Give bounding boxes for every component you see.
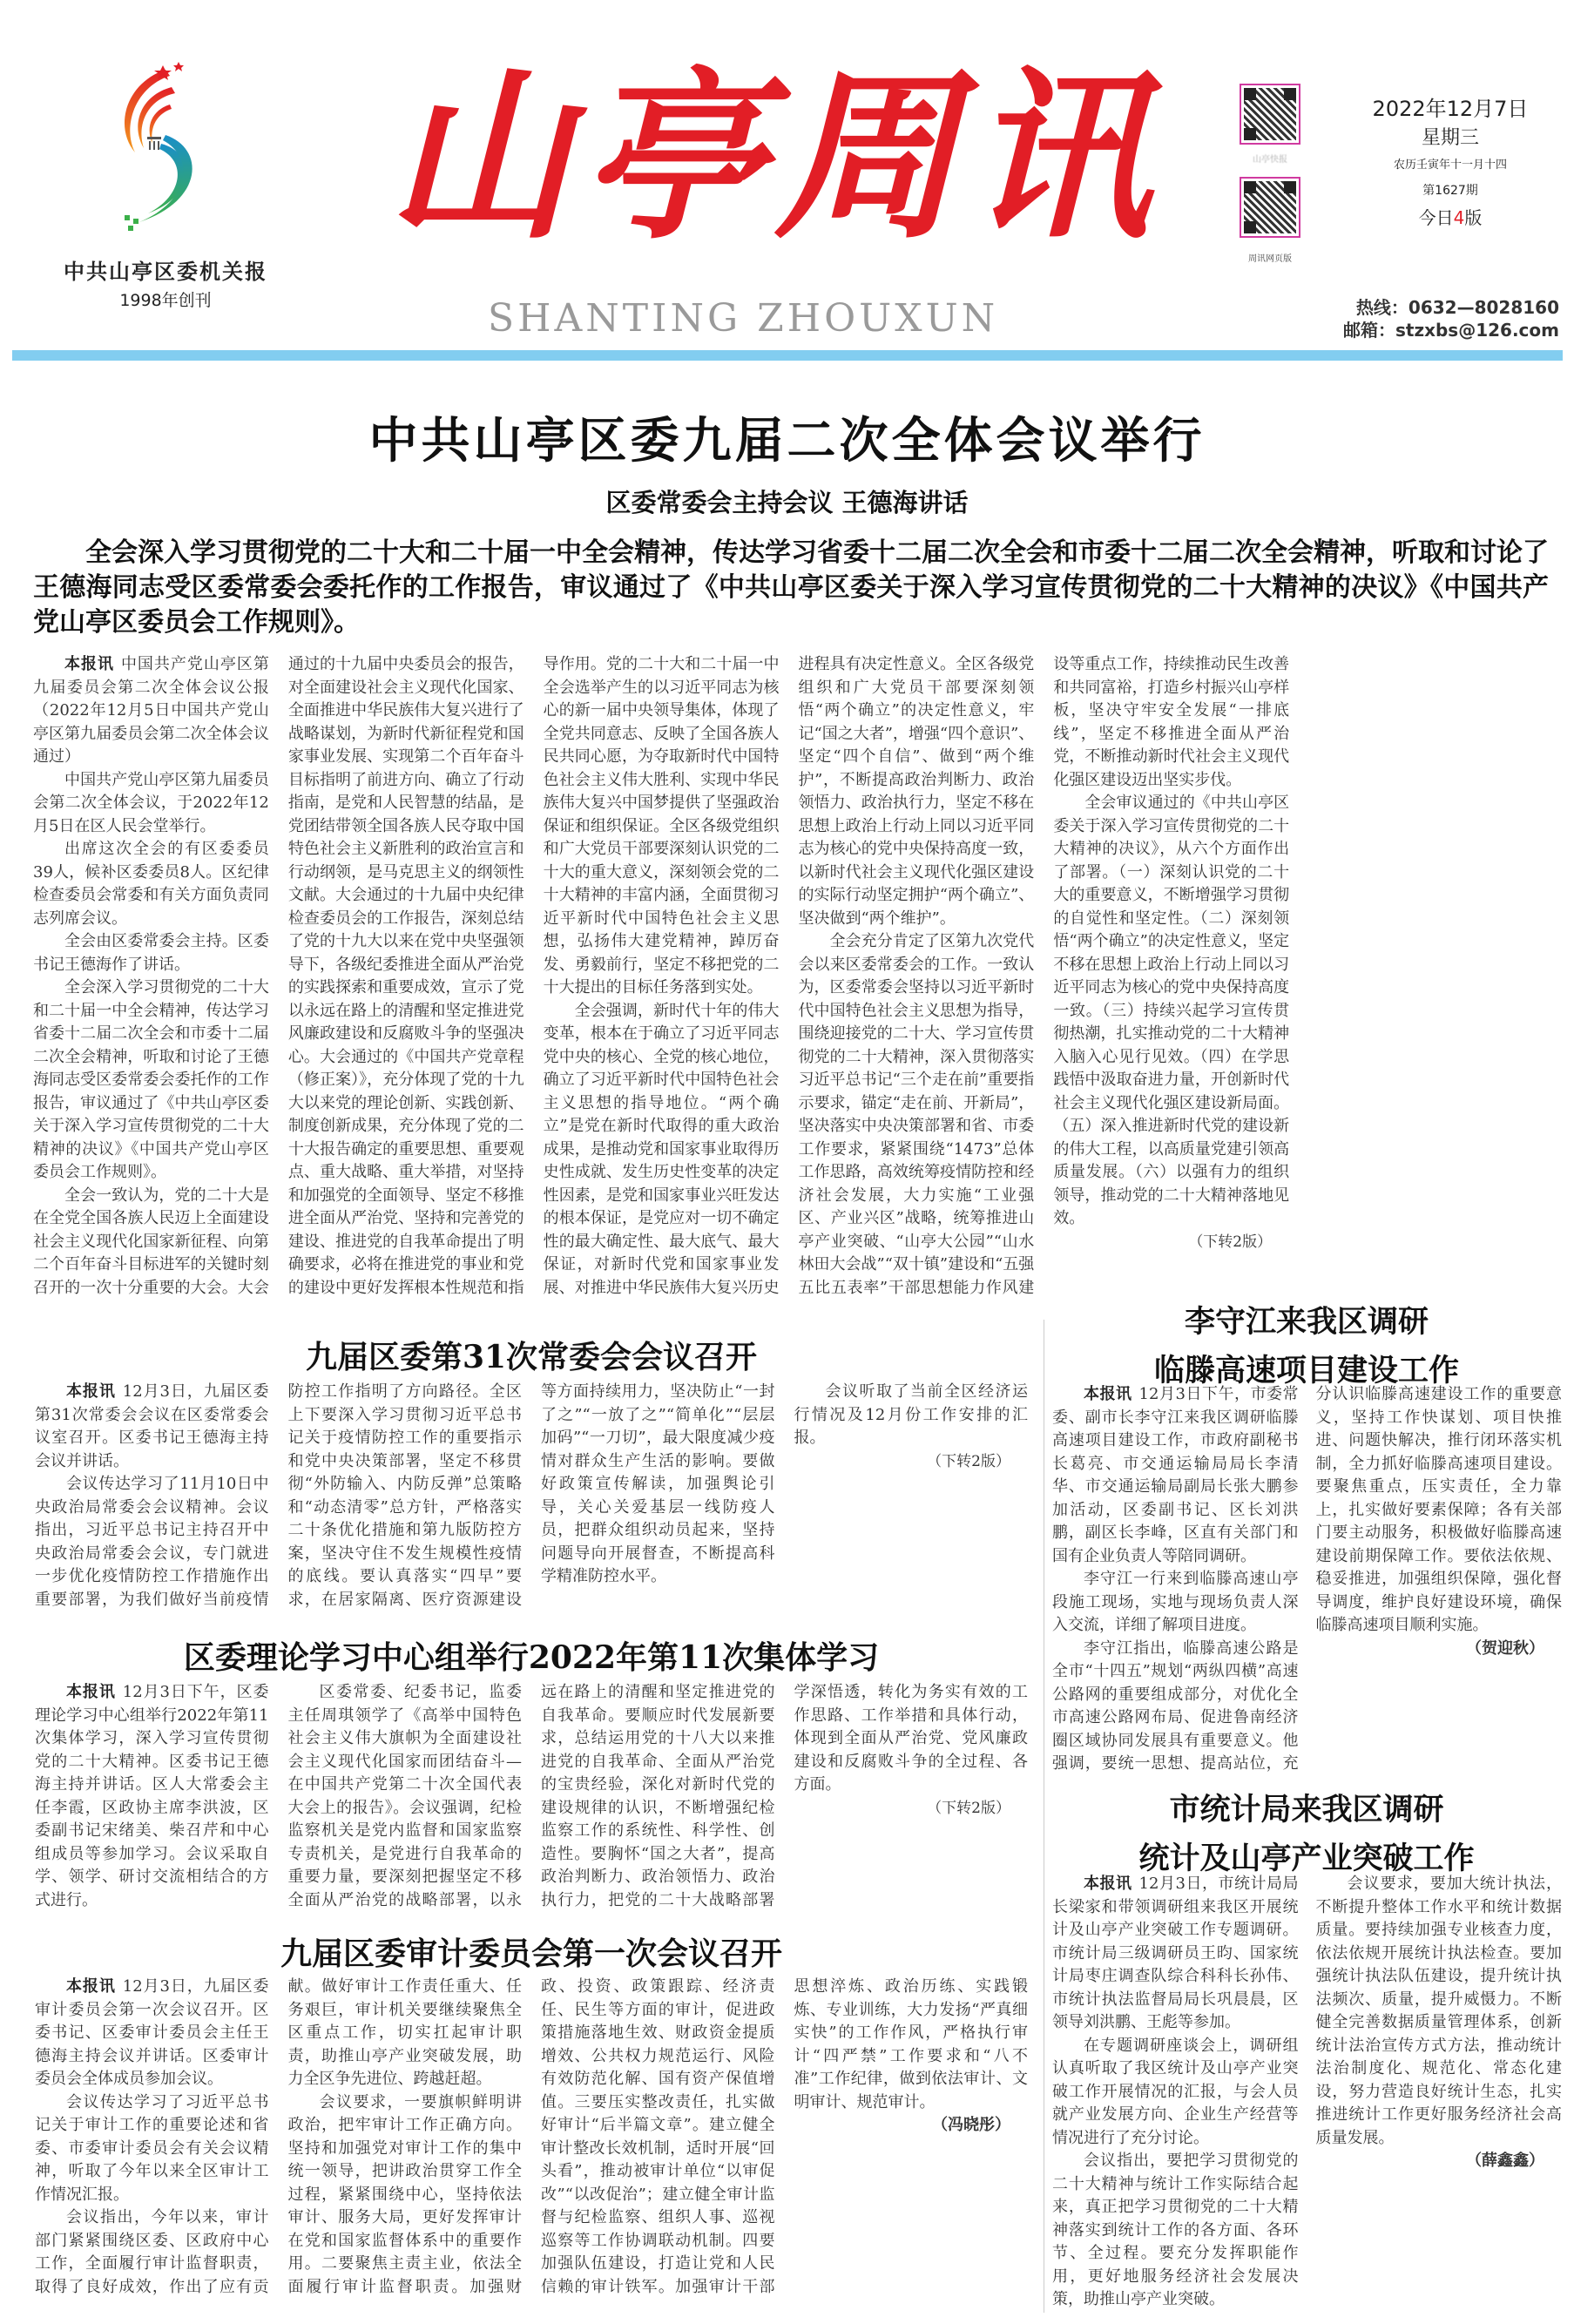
article-paragraph: 李守江指出，临滕高速公路是全市“十四五”规划“两纵四横”高速公路网的重要组成部分，对优化全市高速公路网布局、促进鲁南经济圈区域协同发展具有重要意义。他强调，要统一思想、提高站位，充分认识临滕高速建设工作的重要意义，坚持工作快谋划、项目快推进、问题快解决，推行闭环落实机制，全力抓好临滕高速项目建设。要聚焦重点，压实责任，全力靠上，扎实做好要素保障；各有关部门要主动服务，积极做好临滕高速建设前期保障工作。要依法依规、稳妥推进，加强组织保障，强化督导调度，维护良好建设环境，确保临滕高速项目顺利实施。 bbox=[1052, 1385, 1562, 1773]
qr-code-web[interactable] bbox=[1240, 177, 1300, 238]
lead-paragraph: 全会深入学习贯彻党的二十大和二十届一中全会精神，传达学习省委十二届二次全会和市委十二届二次全会精神，听取和讨论了王德海同志受区委常委会委托作的工作报告，审议通过了《中共山亭区委关于深入学习宣传贯彻党的二十大精神的决议》《中国共产党山亭区委员会工作规则》。 bbox=[33, 978, 269, 1181]
article-title-li-shoujiang bbox=[1054, 1298, 1559, 1395]
article-paragraph: 会议指出，今年以来，审计部门紧紧围绕区委、区政府中心工作，全面履行审计监督职责，取得了良好成效，作出了应有贡献。做好审计工作责任重大、任务艰巨，审计机关要继续聚焦全区重点工作，切实扛起审计职责，助推山亭产业突破发展，助力全区争先进位、跨越赶超。 bbox=[35, 1977, 522, 2296]
contact-info bbox=[1307, 296, 1559, 341]
lead-summary: 全会深入学习贯彻党的二十大和二十届一中全会精神，传达学习省委十二届二次全会和市委十二届二次全会精神，听取和讨论了王德海同志受区委常委会委托作的工作报告，审议通过了《中共山亭区委关于深入学习宣传贯彻党的二十大精神的决议》《中国共产党山亭区委员会工作规则》。 bbox=[33, 537, 1549, 638]
qr-caption-web: 周讯网页版 bbox=[1248, 254, 1292, 264]
article-title-line: 李守江来我区调研 bbox=[1184, 1304, 1429, 1340]
article-paragraph: 会议传达学习了习近平总书记关于审计工作的重要论述和省委、市委审计委员会有关会议精神，听取了今年以来全区审计工作情况汇报。 bbox=[35, 2092, 269, 2204]
issue-lunar-date: 农历壬寅年十一月十四 bbox=[1393, 159, 1507, 172]
continued-link[interactable]: （下转2版） bbox=[1188, 1233, 1273, 1251]
newspaper-title-logo: 山亭周讯 bbox=[388, 49, 1162, 264]
page-count-suffix: 版 bbox=[1464, 207, 1483, 228]
article-title-line: 临滕高速项目建设工作 bbox=[1153, 1353, 1459, 1388]
newspaper-title-roman: SHANTING ZHOUXUN bbox=[488, 296, 999, 341]
issue-info bbox=[1346, 94, 1555, 232]
lead-paragraph: 中国共产党山亭区第九届委员会第二次全体会议，于2022年12月5日在区人民会堂举行。 bbox=[33, 770, 269, 835]
founded-label: 1998年创刊 bbox=[119, 291, 212, 310]
article-title-standing-committee: 九届区委第31次常委会会议召开 bbox=[305, 1339, 758, 1375]
lead-paragraph: 全会充分肯定了区第九次党代会以来区委常委会的工作。一致认为，区委常委会坚持以习近平新时代中国特色社会主义思想为指导，围绕迎接党的二十大、学习宣传贯彻党的二十大精神，深入贯彻落实习近平总书记“三个走在前”重要指示要求，锚定“走在前、开新局”，坚决落实中央决策部署和省、市委工作要求，紧紧围绕“1473”总体工作思路，高效统筹疫情防控和经济社会发展，大力实施“工业强区、产业兴区”战略，统筹推进山亭产业突破、“山亭大公园”“山水林田大会战”“双十镇”建设和“五强五比五表率”干部思想能力作风建设等重点工作，持续推动民生改善和共同富裕，打造乡村振兴山亭样板，坚决守牢安全发展“一排底线”，坚定不移推进全面从严治党，不断推动新时代社会主义现代化强区建设迈出坚实步伐。 bbox=[798, 655, 1290, 1297]
article-paragraph: 会议听取了当前全区经济运行情况及12月份工作安排的汇报。 bbox=[794, 1382, 1028, 1447]
masthead bbox=[0, 0, 1574, 359]
article-title-line: 统计及山亭产业突破工作 bbox=[1138, 1841, 1475, 1876]
organ-label: 中共山亭区委机关报 bbox=[64, 260, 267, 284]
article-paragraph: 会议传达学习了11月10日中央政治局常委会会议精神。会议指出，习近平总书记主持召开中央政治局常委会会议，专门就进一步优化疫情防控工作措施作出重要部署，为我们做好当前疫情防控工作指明了方向路径。全区上下要深入学习贯彻习近平总书记关于疫情防控工作的重要指示和党中央决策部署，坚定不移贯彻“外防输入、内防反弹”总策略和“动态清零”总方针，严格落实二十条优化措施和第九版防控方案，坚决守住不发生规模性疫情的底线。要认真落实“四早”要求，在居家隔离、医疗资源建设等方面持续用力，坚决防止“一封了之”“一放了之”“简单化”“层层加码”“一刀切”，最大限度减少疫情对群众生产生活的影响。要做好政策宣传解读，加强舆论引导，关心关爱基层一线防疫人员，把群众组织动员起来，坚持问题导向开展督查，不断提高科学精准防控水平。 bbox=[35, 1382, 775, 1609]
article-title-theory-study: 区委理论学习中心组举行2022年第11次集体学习 bbox=[183, 1639, 880, 1676]
continued-link[interactable]: （下转2版） bbox=[927, 1452, 1010, 1470]
lead-paragraph: 本报讯 中国共产党山亭区第九届委员会第二次全体会议公报（2022年12月5日中国共产党山亭区第九届委员会第二次全体会议通过） bbox=[33, 655, 269, 766]
article-title-line: 市统计局来我区调研 bbox=[1169, 1792, 1444, 1827]
lead-article-body bbox=[33, 653, 1544, 1311]
qr-caption-app: 山亭快报 bbox=[1253, 155, 1287, 165]
article-title-statistics-bureau bbox=[1054, 1786, 1559, 1883]
issue-number: 第1627期 bbox=[1422, 184, 1478, 198]
lead-subheadline: 区委常委会主持会议 王德海讲话 bbox=[605, 488, 969, 517]
dateline-tag: 本报讯 bbox=[66, 1683, 116, 1701]
article-body-li-shoujiang: 本报讯 12月3日下午，市委常委、副市长李守江来我区调研临滕高速项目建设工作，市政府副秘书长葛亮、市交通运输局局长李清华、市交通运输局副局长张大鹏参加活动，区委副书记、区长刘洪鹏，副区长李峰，区直有关部门和国有企业负责人等陪同调研。 李守江一行来到临滕高速山亭段施工现场，实地与现场负责人深入交流，详细了解项目进度。 李守江指出，临滕高速公路是全市“十四五”规划“两纵四横”高速公路网的重要组成部分，对优化全市高速公路网布局、促进鲁南经济圈区域协同发展具有重要意义。他强调，要统一思想、提高站位，充分认识临滕高速建设工作的重要意义，坚持工作快谋划、项目快推进、问题快解决，推行闭环落实机制，全力抓好临滕高速项目建设。要聚焦重点，压实责任，全力靠上，扎实做好要素保障；各有关部门要主动服务，积极做好临滕高速建设前期保障工作。要依法依规、稳妥推进，加强组织保障，强化督导调度，维护良好建设环境，确保临滕高速项目顺利实施。 （贺迎秋） bbox=[1052, 1383, 1562, 1784]
lead-headline: 中共山亭区委九届二次全体会议举行 bbox=[368, 413, 1206, 470]
dateline-tag: 本报讯 bbox=[1084, 1385, 1132, 1403]
page-count-prefix: 今日 bbox=[1418, 207, 1454, 228]
continued-link[interactable]: （下转2版） bbox=[927, 1799, 1010, 1817]
article-paragraph: 会议要求，一要旗帜鲜明讲政治，把牢审计工作正确方向。坚持和加强党对审计工作的集中统一领导，把讲政治贯穿工作全过程，紧紧围绕中心，坚持依法审计、服务大局，更好发挥审计在党和国家监督体系中的重要作用。二要聚焦主责主业，依法全面履行审计监督职责。加强财政、投资、政策跟踪、经济责任、民生等方面的审计，促进政策措施落地生效、财政资金提质增效、公共权力规范运行、风险有效防范化解、国有资产保值增值。三要压实整改责任，扎实做好审计“后半篇文章”。建立健全审计整改长效机制，适时开展“回头看”，推动被审计单位“以审促改”“以改促治”；建立健全审计监督与纪检监察、组织人事、巡视巡察等工作协调联动机制。四要加强队伍建设，打造让党和人民信赖的审计铁军。加强审计干部思想淬炼、政治历练、实践锻炼、专业训练，大力发扬“严真细实快”的工作作风，严格执行审计“四严禁”工作要求和“八不准”工作纪律，做到依法审计、文明审计、规范审计。 bbox=[287, 1977, 1028, 2296]
article-paragraph: 在专题调研座谈会上，调研组认真听取了我区统计及山亭产业突破工作开展情况的汇报，与会人员就产业发展方向、企业生产经营等情况进行了充分讨论。 bbox=[1052, 2036, 1299, 2147]
article-byline: （薛鑫鑫） bbox=[1466, 2152, 1544, 2170]
article-byline: （冯晓彤） bbox=[932, 2116, 1010, 2134]
lead-paragraph: 全会强调，新时代十年的伟大变革，根本在于确立了习近平同志党中央的核心、全党的核心地位，确立了习近平新时代中国特色社会主义思想的指导地位。“两个确立”是党在新时代取得的重大政治成果，是推动党和国家事业取得历史性成就、发生历史性变革的决定性因素，是党和国家事业兴旺发达的根本保证，是党应对一切不确定性的最大确定性、最大底气、最大保证，对新时代党和国家事业发展、对推进中华民族伟大复兴历史进程具有决定性意义。全区各级党组织和广大党员干部要深刻领悟“两个确立”的决定性意义，牢记“国之大者”，增强“四个意识”、坚定“四个自信”、做到“两个维护”，不断提高政治判断力、政治领悟力、政治执行力，坚定不移在思想上政治上行动上同以习近平同志为核心的党中央保持高度一致，以新时代社会主义现代化强区建设的实际行动坚定拥护“两个确立”、坚决做到“两个维护”。 bbox=[543, 655, 1035, 1297]
page-count bbox=[1346, 204, 1555, 232]
dateline-tag: 本报讯 bbox=[66, 1977, 116, 1996]
page-count-number: 4 bbox=[1453, 207, 1465, 228]
article-title-audit-committee: 九届区委审计委员会第一次会议召开 bbox=[280, 1936, 782, 1972]
article-byline: （贺迎秋） bbox=[1466, 1638, 1544, 1658]
article-paragraph: 李守江一行来到临滕高速山亭段施工现场，实地与现场负责人深入交流，详细了解项目进度。 bbox=[1052, 1570, 1299, 1634]
dateline-tag: 本报讯 bbox=[66, 1382, 116, 1401]
lead-paragraph: 出席这次全会的有区委委员39人，候补区委委员8人。区纪律检查委员会常委和有关方面负责同志列席会议。 bbox=[33, 840, 269, 928]
newspaper-emblem-logo bbox=[109, 57, 213, 235]
email: 邮箱：stzxbs@126.com bbox=[1342, 320, 1559, 341]
issue-date: 2022年12月7日 bbox=[1372, 97, 1529, 121]
lead-paragraph: 全会一致认为，党的二十大是在全党全国各族人民迈上全面建设社会主义现代化国家新征程、向第二个百年奋斗目标进军的关键时刻召开的一次十分重要的大会。大会通过的十九届中央委员会的报告，对全面建设社会主义现代化国家、全面推进中华民族伟大复兴进行了战略谋划，为新时代新征程党和国家事业发展、实现第二个百年奋斗目标指明了前进方向、确立了行动指南，是党和人民智慧的结晶，是党团结带领全国各族人民夺取中国特色社会主义新胜利的政治宣言和行动纲领，是马克思主义的纲领性文献。大会通过的十九届中央纪律检查委员会的工作报告，深刻总结了党的十九大以来在党中央坚强领导下，各级纪委推进全面从严治党的实践探索和重要成效，宣示了党以永远在路上的清醒和坚定推进党风廉政建设和反腐败斗争的坚强决心。大会通过的《中国共产党章程（修正案）》，充分体现了党的十九大以来党的理论创新、实践创新、制度创新成果，充分体现了党的二十大报告确定的重要思想、重要观点、重大战略、重大举措，对坚持和加强党的全面领导、坚定不移推进全面从严治党、坚持和完善党的建设、推进党的自我革命提出了明确要求，必将在推进党的事业和党的建设中更好发挥根本性规范和指导作用。党的二十大和二十届一中全会选举产生的以习近平同志为核心的新一届中央领导集体，体现了全党共同意志、反映了全国各族人民共同心愿，为夺取新时代中国特色社会主义伟大胜利、实现中华民族伟大复兴中国梦提供了坚强政治保证和组织保证。全区各级党组织和广大党员干部要深刻认识党的二十大的重大意义，深刻领会党的二十大精神的丰富内涵，全面贯彻习近平新时代中国特色社会主义思想，弘扬伟大建党精神，踔厉奋发、勇毅前行，坚定不移把党的二十大提出的目标任务落到实处。 bbox=[33, 655, 780, 1297]
lead-paragraph: 全会由区委常委会主持。区委书记王德海作了讲话。 bbox=[33, 932, 269, 974]
hotline: 热线：0632—8028160 bbox=[1355, 297, 1559, 318]
lead-paragraph: 全会审议通过的《中共山亭区委关于深入学习宣传贯彻党的二十大精神的决议》，从六个方面作出了部署。（一）深刻认识党的二十大的重要意义，不断增强学习贯彻的自觉性和坚定性。（二）深刻领悟“两个确立”的决定性意义，坚定不移在思想上政治上行动上同以习近平同志为核心的党中央保持高度一致。（三）持续兴起学习宣传贯彻热潮，扎实推动党的二十大精神入脑入心见行见效。（四）在学思践悟中汲取奋进力量，开创新时代社会主义现代化强区建设新局面。（五）深入推进新时代党的建设新的伟大工程，以高质量党建引领高质量发展。（六）以强有力的组织领导，推动党的二十大精神落地见效。 bbox=[1053, 794, 1290, 1227]
article-paragraph: 会议指出，要把学习贯彻党的二十大精神与统计工作实际结合起来，真正把学习贯彻党的二十大精神落实到统计工作的各方面、各环节、全过程。要充分发挥职能作用，更好地服务经济社会发展决策，助推山亭产业突破。 bbox=[1052, 2152, 1299, 2308]
article-body-statistics-bureau: 本报讯 12月3日，市统计局局长梁家和带领调研组来我区开展统计及山亭产业突破工作专题调研。市统计局三级调研员王昀、国家统计局枣庄调查队综合科科长孙伟、市统计执法监督局局长巩晨晨，区领导刘洪鹏、王彪等参加。 在专题调研座谈会上，调研组认真听取了我区统计及山亭产业突破工作开展情况的汇报，与会人员就产业发展方向、企业生产经营等情况进行了充分讨论。 会议指出，要把学习贯彻党的二十大精神与统计工作实际结合起来，真正把学习贯彻党的二十大精神落实到统计工作的各方面、各环节、全过程。要充分发挥职能作用，更好地服务经济社会发展决策，助推山亭产业突破。 会议要求，要加大统计执法，不断提升整体工作水平和统计数据质量。要持续加强专业核查力度，依法依规开展统计执法检查。要加强统计执法队伍建设，提升统计执法频次、质量，提升威慑力。不断健全完善数据质量管理体系，创新统计法治宣传方式方法，推动统计法治制度化、规范化、常态化建设，努力营造良好统计生态，扎实推进统计工作更好服务经济社会高质量发展。 （薛鑫鑫） bbox=[1052, 1873, 1562, 2317]
article-body-theory-study: 本报讯 12月3日下午，区委理论学习中心组举行2022年第11次集体学习，深入学习宣传贯彻党的二十大精神。区委书记王德海主持并讲话。区人大常委会主任李霞，区政协主席李洪波，区委副书记宋绪美、柴召芹和中心组成员等参加学习。会议采取自学、领学、研讨交流相结合的方式进行。 区委常委、纪委书记，监委主任周琪领学了《高举中国特色社会主义伟大旗帜为全面建设社会主义现代化国家而团结奋斗—在中国共产党第二十次全国代表大会上的报告》。会议强调，纪检监察机关是党内监督和国家监察专责机关，是党进行自我革命的重要力量，要深刻把握坚定不移全面从严治党的战略部署，以永远在路上的清醒和坚定推进党的自我革命。要顺应时代发展新要求，总结运用党的十八大以来推进党的自我革命、全面从严治党的宝贵经验，深化对新时代党的建设规律的认识，不断增强纪检监察工作的系统性、科学性、创造性。要胸怀“国之大者”，提高政治判断力、政治领悟力、政治执行力，把党的二十大战略部署学深悟透，转化为务实有效的工作思路、工作举措和具体行动，体现到全面从严治党、党风廉政建设和反腐败斗争的全过程、各方面。 （下转2版） bbox=[35, 1681, 1028, 1921]
qr-code-app[interactable] bbox=[1240, 84, 1300, 145]
masthead-divider bbox=[12, 350, 1563, 361]
dateline-tag: 本报讯 bbox=[64, 655, 114, 673]
article-body-standing-committee: 本报讯 12月3日，九届区委第31次常委会会议在区委常委会议室召开。区委书记王德海主持会议并讲话。 会议传达学习了11月10日中央政治局常委会会议精神。会议指出，习近平总书记主持召开中央政治局常委会会议，专门就进一步优化疫情防控工作措施作出重要部署，为我们做好当前疫情防控工作指明了方向路径。全区上下要深入学习贯彻习近平总书记关于疫情防控工作的重要指示和党中央决策部署，坚定不移贯彻“外防输入、内防反弹”总策略和“动态清零”总方针，严格落实二十条优化措施和第九版防控方案，坚决守住不发生规模性疫情的底线。要认真落实“四早”要求，在居家隔离、医疗资源建设等方面持续用力，坚决防止“一封了之”“一放了之”“简单化”“层层加码”“一刀切”，最大限度减少疫情对群众生产生活的影响。要做好政策宣传解读，加强舆论引导，关心关爱基层一线防疫人员，把群众组织动员起来，坚持问题导向开展督查，不断提高科学精准防控水平。 会议听取了当前全区经济运行情况及12月份工作安排的汇报。 （下转2版） bbox=[35, 1381, 1028, 1620]
qr-code-icon bbox=[1244, 88, 1296, 140]
dateline-tag: 本报讯 bbox=[1084, 1875, 1132, 1893]
issue-weekday: 星期三 bbox=[1421, 127, 1479, 149]
article-paragraph: 会议要求，要加大统计执法，不断提升整体工作水平和统计数据质量。要持续加强专业核查力度，依法依规开展统计执法检查。要加强统计执法队伍建设，提升统计执法频次、质量，提升威慑力。不断健全完善数据质量管理体系，创新统计法治宣传方式方法，推动统计法治制度化、规范化、常态化建设，努力营造良好统计生态，扎实推进统计工作更好服务经济社会高质量发展。 bbox=[1315, 1875, 1562, 2147]
article-paragraph: 区委常委、纪委书记，监委主任周琪领学了《高举中国特色社会主义伟大旗帜为全面建设社会主义现代化国家而团结奋斗—在中国共产党第二十次全国代表大会上的报告》。会议强调，纪检监察机关是党内监督和国家监察专责机关，是党进行自我革命的重要力量，要深刻把握坚定不移全面从严治党的战略部署，以永远在路上的清醒和坚定推进党的自我革命。要顺应时代发展新要求，总结运用党的十八大以来推进党的自我革命、全面从严治党的宝贵经验，深化对新时代党的建设规律的认识，不断增强纪检监察工作的系统性、科学性、创造性。要胸怀“国之大者”，提高政治判断力、政治领悟力、政治执行力，把党的二十大战略部署学深悟透，转化为务实有效的工作思路、工作举措和具体行动，体现到全面从严治党、党风廉政建设和反腐败斗争的全过程、各方面。 bbox=[287, 1683, 1028, 1909]
article-body-audit-committee: 本报讯 12月3日，九届区委审计委员会第一次会议召开。区委书记、区委审计委员会主任王德海主持会议并讲话。区委审计委员会全体成员参加会议。 会议传达学习了习近平总书记关于审计工作的重要论述和省委、市委审计委员会有关会议精神，听取了今年以来全区审计工作情况汇报。 会议指出，今年以来，审计部门紧紧围绕区委、区政府中心工作，全面履行审计监督职责，取得了良好成效，作出了应有贡献。做好审计工作责任重大、任务艰巨，审计机关要继续聚焦全区重点工作，切实扛起审计职责，助推山亭产业突破发展，助力全区争先进位、跨越赶超。 会议要求，一要旗帜鲜明讲政治，把牢审计工作正确方向。坚持和加强党对审计工作的集中统一领导，把讲政治贯穿工作全过程，紧紧围绕中心，坚持依法审计、服务大局，更好发挥审计在党和国家监督体系中的重要作用。二要聚焦主责主业，依法全面履行审计监督职责。加强财政、投资、政策跟踪、经济责任、民生等方面的审计，促进政策措施落地生效、财政资金提质增效、公共权力规范运行、风险有效防范化解、国有资产保值增值。三要压实整改责任，扎实做好审计“后半篇文章”。建立健全审计整改长效机制，适时开展“回头看”，推动被审计单位“以审促改”“以改促治”；建立健全审计监督与纪检监察、组织人事、巡视巡察等工作协调联动机制。四要加强队伍建设，打造让党和人民信赖的审计铁军。加强审计干部思想淬炼、政治历练、实践锻炼、专业训练，大力发扬“严真细实快”的工作作风，严格执行审计“四严禁”工作要求和“八不准”工作纪律，做到依法审计、文明审计、规范审计。 （冯晓彤） bbox=[35, 1976, 1028, 2315]
qr-code-icon bbox=[1244, 181, 1296, 233]
